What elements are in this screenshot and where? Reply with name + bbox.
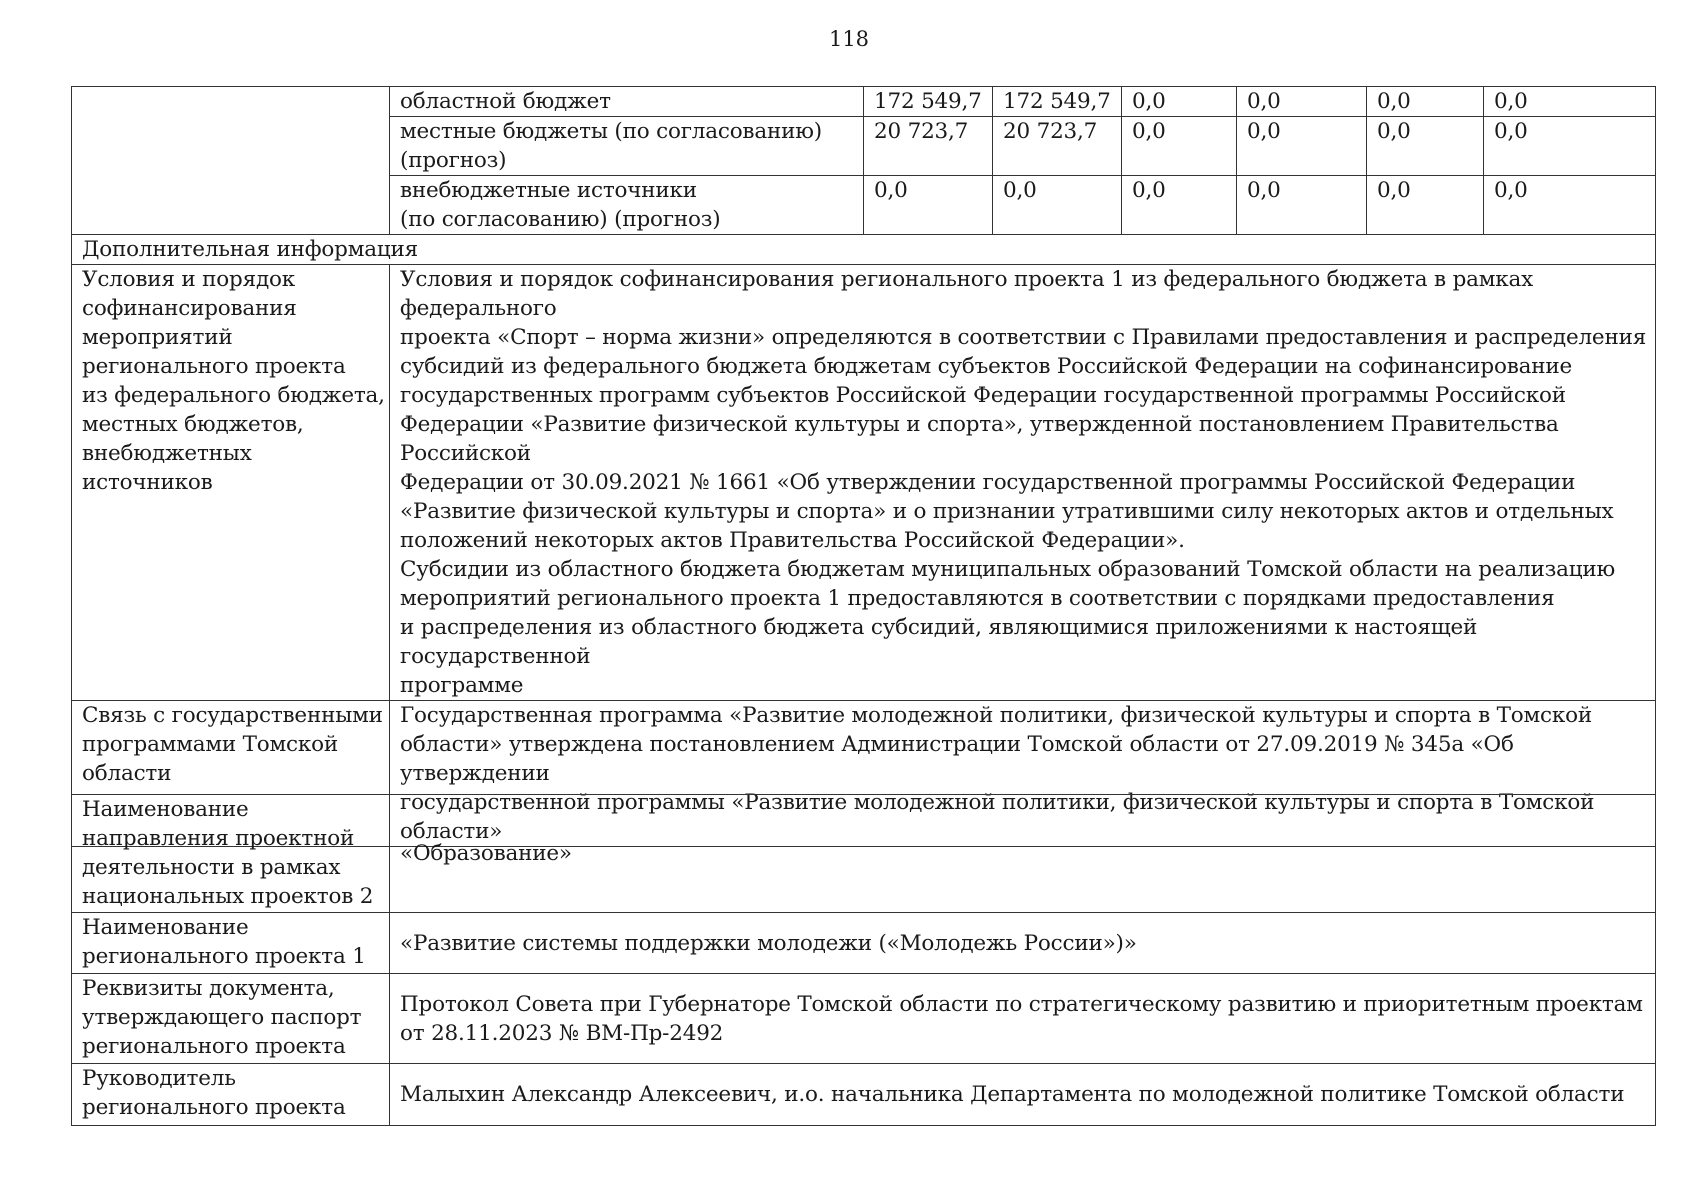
- project-head-label: Руководитель регионального проекта: [72, 1064, 390, 1126]
- direction-value: «Образование»: [390, 795, 1656, 913]
- cofinancing-text: Условия и порядок софинансирования регионального проекта 1 из федерального бюджета в рамках федерального проекта «Спорт – норма жизни» определяются в соответствии с Правилами предоставления и распределения субсидий из федерального бюджета бюджетам субъектов Российской Федерации на софинансирование государственных программ субъектов Российской Федерации государственной программы Российской Федерации «Развитие физической культуры и спорта», утвержденной постановлением Правительства Российской Федерации от 30.09.2021 № 1661 «Об утверждении государственной программы Российской Федерации «Развитие физической культуры и спорта» и о признании утратившими силу некоторых актов и отдельных положений некоторых актов Правительства Российской Федерации». Субсидии из областного бюджета бюджетам муниципальных образований Томской области на реализацию мероприятий регионального проекта 1 предоставляются в соответствии с порядками предоставления и распределения из областного бюджета субсидий, являющимися приложениями к настоящей государственной программе: [390, 265, 1656, 701]
- funding-value: 20 723,7: [864, 117, 993, 176]
- funding-value: 0,0: [1122, 87, 1237, 117]
- funding-value: 20 723,7: [993, 117, 1122, 176]
- empty-cell: [72, 176, 390, 235]
- page-number: 118: [828, 27, 870, 51]
- funding-value: 0,0: [1484, 117, 1656, 176]
- funding-table: [71, 86, 1656, 847]
- cofinancing-row: [72, 265, 1656, 701]
- regional-project-row: [72, 913, 1656, 974]
- project-head-row: [72, 1064, 1656, 1126]
- funding-source-label: внебюджетные источники (по согласованию) (прогноз): [390, 176, 864, 235]
- funding-value: 0,0: [864, 176, 993, 235]
- funding-value: 0,0: [1484, 176, 1656, 235]
- funding-source-label: местные бюджеты (по согласованию) (прогноз): [390, 117, 864, 176]
- funding-row-regional: [72, 87, 1656, 117]
- project-head-value: Малыхин Александр Алексеевич, и.о. начальника Департамента по молодежной политике Томской области: [390, 1064, 1656, 1126]
- additional-info-header: Дополнительная информация: [72, 235, 1656, 265]
- funding-value: 0,0: [1367, 117, 1484, 176]
- direction-row: [72, 795, 1656, 913]
- funding-value: 0,0: [1237, 87, 1367, 117]
- project-passport-table: [71, 794, 1656, 1126]
- regional-project-value: «Развитие системы поддержки молодежи («Молодежь России»)»: [390, 913, 1656, 974]
- empty-cell: [72, 87, 390, 117]
- funding-value: 0,0: [1484, 87, 1656, 117]
- funding-source-label: областной бюджет: [390, 87, 864, 117]
- direction-label: Наименование направления проектной деятельности в рамках национальных проектов 2: [72, 795, 390, 913]
- funding-value: 0,0: [1122, 176, 1237, 235]
- cofinancing-label: Условия и порядок софинансирования мероприятий регионального проекта из федерального бюджета, местных бюджетов, внебюджетных источников: [72, 265, 390, 701]
- document-label: Реквизиты документа, утверждающего паспорт регионального проекта: [72, 974, 390, 1064]
- funding-value: 0,0: [993, 176, 1122, 235]
- funding-row-local: [72, 117, 1656, 176]
- state-programs-label: Связь с государственными программами Томской области: [72, 701, 390, 847]
- additional-info-row: [72, 235, 1656, 265]
- funding-value: 0,0: [1122, 117, 1237, 176]
- funding-value: 172 549,7: [993, 87, 1122, 117]
- regional-project-label: Наименование регионального проекта 1: [72, 913, 390, 974]
- funding-value: 0,0: [1367, 87, 1484, 117]
- document-row: [72, 974, 1656, 1064]
- funding-value: 0,0: [1237, 176, 1367, 235]
- funding-value: 0,0: [1367, 176, 1484, 235]
- funding-value: 0,0: [1237, 117, 1367, 176]
- document-value: Протокол Совета при Губернаторе Томской области по стратегическому развитию и приоритетным проектам от 28.11.2023 № ВМ-Пр-2492: [390, 974, 1656, 1064]
- funding-value: 172 549,7: [864, 87, 993, 117]
- funding-row-extrabudgetary: [72, 176, 1656, 235]
- empty-cell: [72, 117, 390, 176]
- state-programs-text: Государственная программа «Развитие молодежной политики, физической культуры и спорта в Томской области» утверждена постановлением Администрации Томской области от 27.09.2019 № 345а «Об утверждении государственной программы «Развитие молодежной политики, физической культуры и спорта в Томской области»: [390, 701, 1656, 847]
